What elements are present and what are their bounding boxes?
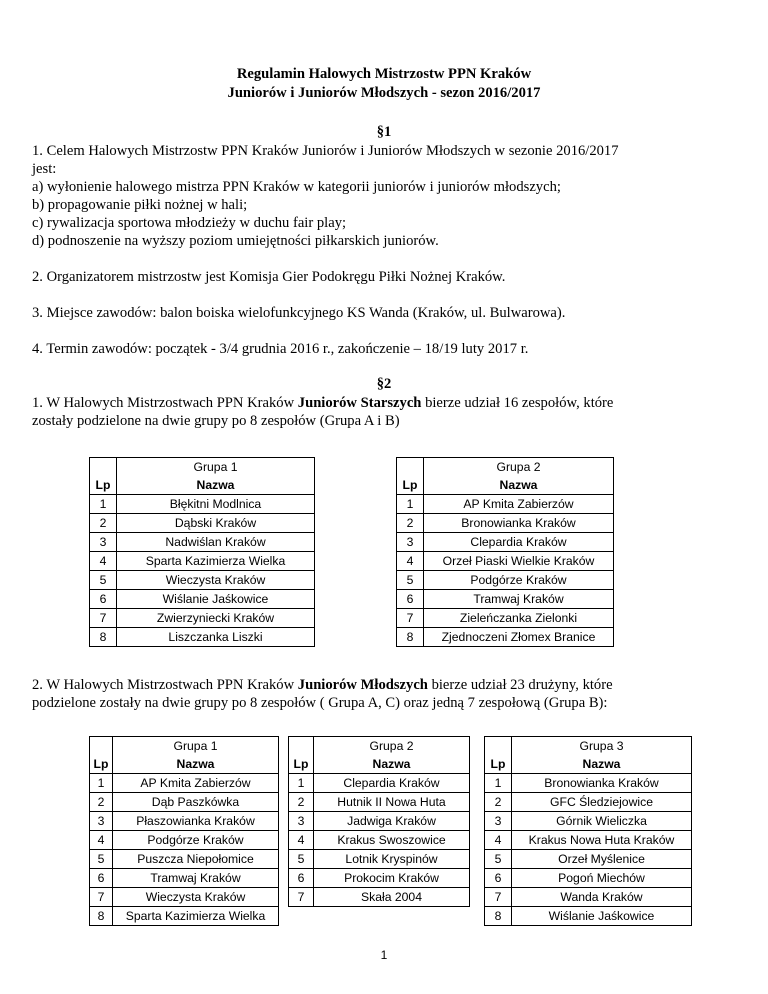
column-header-lp: Lp	[289, 755, 314, 774]
team-name: AP Kmita Zabierzów	[113, 774, 279, 793]
table-header-row	[397, 476, 614, 495]
header-blank-cell	[90, 458, 117, 477]
table-header-row	[90, 458, 315, 477]
row-number: 7	[289, 888, 314, 907]
table-header-row	[485, 737, 692, 756]
header-blank-cell	[90, 737, 113, 756]
table-row	[90, 774, 279, 793]
row-number: 2	[397, 514, 424, 533]
junior-group-3-table	[484, 736, 692, 926]
group-label: Grupa 2	[314, 737, 470, 756]
table-row	[90, 793, 279, 812]
s1-p1-line1: 1. Celem Halowych Mistrzostw PPN Kraków Juniorów i Juniorów Młodszych w sezonie 2016/2017	[32, 143, 619, 159]
team-name: Wanda Kraków	[512, 888, 692, 907]
row-number: 8	[485, 907, 512, 926]
s2-p1-line2: zostały podzielone na dwie grupy po 8 zespołów (Grupa A i B)	[32, 413, 400, 429]
team-name: Hutnik II Nowa Huta	[314, 793, 470, 812]
row-number: 3	[289, 812, 314, 831]
team-name: Zjednoczeni Złomex Branice	[424, 628, 614, 647]
row-number: 1	[90, 774, 113, 793]
team-name: Orzeł Piaski Wielkie Kraków	[424, 552, 614, 571]
table-row	[90, 888, 279, 907]
row-number: 5	[90, 571, 117, 590]
row-number: 1	[289, 774, 314, 793]
header-blank-cell	[289, 737, 314, 756]
row-number: 6	[289, 869, 314, 888]
team-name: Krakus Nowa Huta Kraków	[512, 831, 692, 850]
table-row	[90, 514, 315, 533]
row-number: 6	[90, 590, 117, 609]
team-name: Clepardia Kraków	[314, 774, 470, 793]
table-row	[397, 609, 614, 628]
table-row	[485, 831, 692, 850]
table-row	[397, 495, 614, 514]
row-number: 5	[485, 850, 512, 869]
team-name: Wieczysta Kraków	[117, 571, 315, 590]
team-name: Płaszowianka Kraków	[113, 812, 279, 831]
column-header-lp: Lp	[90, 476, 117, 495]
s1-p1-b: b) propagowanie piłki nożnej w hali;	[32, 197, 248, 213]
column-header-name: Nazwa	[113, 755, 279, 774]
row-number: 3	[90, 533, 117, 552]
s1-p1-c: c) rywalizacja sportowa młodzieży w duchu fair play;	[32, 215, 347, 231]
senior-group-2-table	[396, 457, 614, 647]
s2-p2-line1: 2. W Halowych Mistrzostwach PPN Kraków Juniorów Młodszych bierze udział 23 drużyny, które	[32, 677, 613, 693]
row-number: 4	[90, 552, 117, 571]
column-header-name: Nazwa	[424, 476, 614, 495]
row-number: 1	[485, 774, 512, 793]
table-row	[90, 495, 315, 514]
row-number: 6	[485, 869, 512, 888]
s2-p1-line1: 1. W Halowych Mistrzostwach PPN Kraków Juniorów Starszych bierze udział 16 zespołów, które	[32, 395, 614, 411]
team-name: Bronowianka Kraków	[424, 514, 614, 533]
table-row	[90, 533, 315, 552]
row-number: 4	[289, 831, 314, 850]
document-title-line2: Juniorów i Juniorów Młodszych - sezon 2016/2017	[227, 85, 541, 101]
row-number: 1	[397, 495, 424, 514]
team-name: Błękitni Modlnica	[117, 495, 315, 514]
s1-p3: 3. Miejsce zawodów: balon boiska wielofunkcyjnego KS Wanda (Kraków, ul. Bulwarowa).	[32, 305, 566, 321]
team-name: Orzeł Myślenice	[512, 850, 692, 869]
s2-p2-line2: podzielone zostały na dwie grupy po 8 zespołów ( Grupa A, C) oraz jedną 7 zespołową (Grupa B):	[32, 695, 608, 711]
team-name: Clepardia Kraków	[424, 533, 614, 552]
team-name: Tramwaj Kraków	[113, 869, 279, 888]
table-header-row	[90, 737, 279, 756]
team-name: Prokocim Kraków	[314, 869, 470, 888]
team-name: Sparta Kazimierza Wielka	[117, 552, 315, 571]
senior-group-1-table	[89, 457, 315, 647]
team-name: Liszczanka Liszki	[117, 628, 315, 647]
team-name: Skała 2004	[314, 888, 470, 907]
section-1-heading: §1	[376, 124, 392, 140]
team-name: Pogoń Miechów	[512, 869, 692, 888]
row-number: 7	[90, 888, 113, 907]
row-number: 5	[90, 850, 113, 869]
group-label: Grupa 2	[424, 458, 614, 477]
table-row	[289, 793, 470, 812]
row-number: 5	[397, 571, 424, 590]
s1-p2: 2. Organizatorem mistrzostw jest Komisja Gier Podokręgu Piłki Nożnej Kraków.	[32, 269, 506, 285]
table-row	[485, 869, 692, 888]
row-number: 3	[485, 812, 512, 831]
junior-group-1-table	[89, 736, 279, 926]
table-row	[289, 812, 470, 831]
table-row	[90, 609, 315, 628]
page-number: 1	[380, 948, 388, 962]
column-header-name: Nazwa	[512, 755, 692, 774]
column-header-lp: Lp	[397, 476, 424, 495]
table-row	[90, 869, 279, 888]
column-header-lp: Lp	[90, 755, 113, 774]
table-row	[90, 831, 279, 850]
team-name: Wiślanie Jaśkowice	[117, 590, 315, 609]
row-number: 6	[397, 590, 424, 609]
row-number: 7	[397, 609, 424, 628]
row-number: 2	[289, 793, 314, 812]
team-name: Puszcza Niepołomice	[113, 850, 279, 869]
table-header-row	[289, 737, 470, 756]
row-number: 5	[289, 850, 314, 869]
table-row	[90, 850, 279, 869]
table-row	[289, 831, 470, 850]
table-row	[397, 571, 614, 590]
table-row	[397, 514, 614, 533]
junior-group-2-table	[288, 736, 470, 907]
row-number: 7	[90, 609, 117, 628]
table-row	[90, 907, 279, 926]
row-number: 8	[90, 628, 117, 647]
team-name: Podgórze Kraków	[113, 831, 279, 850]
row-number: 6	[90, 869, 113, 888]
table-row	[90, 552, 315, 571]
team-name: Podgórze Kraków	[424, 571, 614, 590]
column-header-name: Nazwa	[314, 755, 470, 774]
column-header-lp: Lp	[485, 755, 512, 774]
table-row	[397, 552, 614, 571]
table-row	[397, 628, 614, 647]
team-name: Tramwaj Kraków	[424, 590, 614, 609]
table-header-row	[90, 755, 279, 774]
section-2-heading: §2	[376, 376, 392, 392]
row-number: 4	[397, 552, 424, 571]
table-row	[289, 888, 470, 907]
row-number: 2	[485, 793, 512, 812]
table-row	[90, 812, 279, 831]
table-row	[90, 590, 315, 609]
table-header-row	[397, 458, 614, 477]
team-name: Lotnik Kryspinów	[314, 850, 470, 869]
row-number: 7	[485, 888, 512, 907]
team-name: GFC Śledziejowice	[512, 793, 692, 812]
team-name: Dąbski Kraków	[117, 514, 315, 533]
team-name: Dąb Paszkówka	[113, 793, 279, 812]
team-name: Zieleńczanka Zielonki	[424, 609, 614, 628]
group-label: Grupa 1	[117, 458, 315, 477]
team-name: AP Kmita Zabierzów	[424, 495, 614, 514]
s1-p1-a: a) wyłonienie halowego mistrza PPN Kraków w kategorii juniorów i juniorów młodszych;	[32, 179, 561, 195]
team-name: Wiślanie Jaśkowice	[512, 907, 692, 926]
row-number: 3	[397, 533, 424, 552]
row-number: 1	[90, 495, 117, 514]
s1-p1-d: d) podnoszenie na wyższy poziom umiejętności piłkarskich juniorów.	[32, 233, 439, 249]
table-header-row	[289, 755, 470, 774]
row-number: 4	[485, 831, 512, 850]
table-row	[485, 793, 692, 812]
table-row	[397, 590, 614, 609]
table-row	[485, 812, 692, 831]
table-row	[485, 850, 692, 869]
table-row	[90, 628, 315, 647]
row-number: 8	[90, 907, 113, 926]
table-row	[289, 869, 470, 888]
row-number: 4	[90, 831, 113, 850]
table-row	[289, 850, 470, 869]
group-label: Grupa 3	[512, 737, 692, 756]
team-name: Nadwiślan Kraków	[117, 533, 315, 552]
team-name: Wieczysta Kraków	[113, 888, 279, 907]
header-blank-cell	[485, 737, 512, 756]
s1-p4: 4. Termin zawodów: początek - 3/4 grudnia 2016 r., zakończenie – 18/19 luty 2017 r.	[32, 341, 529, 357]
header-blank-cell	[397, 458, 424, 477]
table-row	[90, 571, 315, 590]
team-name: Sparta Kazimierza Wielka	[113, 907, 279, 926]
row-number: 2	[90, 793, 113, 812]
document-title-line1: Regulamin Halowych Mistrzostw PPN Kraków	[236, 66, 532, 82]
table-row	[485, 888, 692, 907]
table-header-row	[90, 476, 315, 495]
team-name: Jadwiga Kraków	[314, 812, 470, 831]
table-row	[289, 774, 470, 793]
table-row	[397, 533, 614, 552]
row-number: 3	[90, 812, 113, 831]
team-name: Bronowianka Kraków	[512, 774, 692, 793]
s1-p1-line2: jest:	[32, 161, 57, 177]
row-number: 2	[90, 514, 117, 533]
table-header-row	[485, 755, 692, 774]
table-row	[485, 774, 692, 793]
team-name: Górnik Wieliczka	[512, 812, 692, 831]
team-name: Zwierzyniecki Kraków	[117, 609, 315, 628]
group-label: Grupa 1	[113, 737, 279, 756]
table-row	[485, 907, 692, 926]
team-name: Krakus Swoszowice	[314, 831, 470, 850]
column-header-name: Nazwa	[117, 476, 315, 495]
row-number: 8	[397, 628, 424, 647]
